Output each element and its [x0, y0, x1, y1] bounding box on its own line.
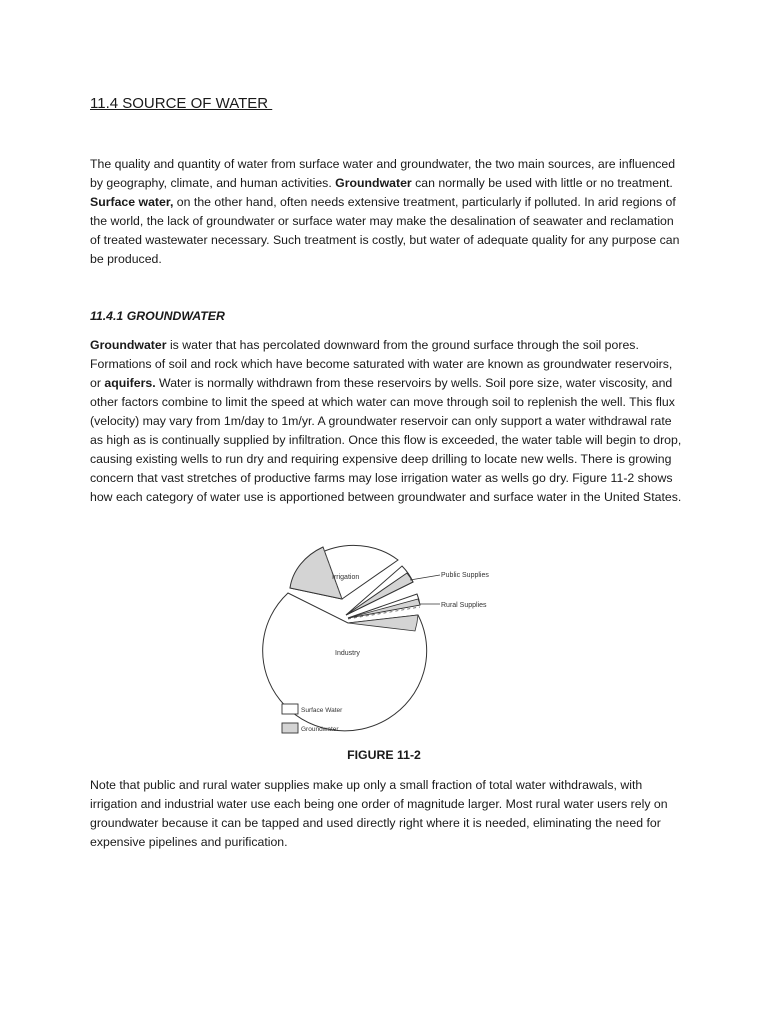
leader-public-supplies: [410, 575, 440, 580]
label-public-supplies: Public Supplies: [441, 572, 489, 579]
text-run: is water that has percolated downward from the ground surface through the soil pores. Formations of soil and rock which have become saturated with water are known as groundwater reservoirs, or: [90, 338, 673, 390]
text-run: can normally be used with little or no treatment.: [411, 176, 673, 190]
bold-term-groundwater: Groundwater: [90, 338, 167, 352]
legend-label-surface-water: Surface Water: [301, 707, 343, 714]
text-run: on the other hand, often needs extensive treatment, particularly if polluted. In arid regions of the world, the lack of groundwater or surface water may make the desalination of seawater and reclamation of treated wastewater necessary. Such treatment is costly, but water of adequate quality for any purpose can be produced.: [90, 195, 680, 266]
bold-term-aquifers: aquifers.: [104, 376, 156, 390]
legend-swatch-surface-water: [282, 704, 298, 714]
label-rural-supplies: Rural Supplies: [441, 602, 487, 609]
bold-term-groundwater: Groundwater: [335, 176, 412, 190]
legend-swatch-groundwater: [282, 723, 298, 733]
text-run: Water is normally withdrawn from these reservoirs by wells. Soil pore size, water viscosity, and other factors combine to limit the speed at which water can move through soil to replenish the well. This flux (velocity) may vary from 1m/day to 1m/yr. A groundwater reservoir can only support a water withdrawal rate as high as is continually supplied by infiltration. Once this flow is exceeded, the water table will begin to drop, causing existing wells to run dry and requiring expensive deep drilling to locate new wells. There is growing concern that vast stretches of productive farms may lose irrigation water as wells go dry. Figure 11-2 shows how each category of water use is apportioned between groundwater and surface water in the United States.: [90, 376, 682, 504]
figure-pie-diagram: [260, 535, 520, 740]
legend-label-groundwater: Groundwater: [301, 726, 339, 733]
section-heading: 11.4 SOURCE OF WATER: [90, 95, 273, 112]
figure-caption: FIGURE 11-2: [347, 748, 421, 762]
subsection-heading: 11.4.1 GROUNDWATER: [90, 309, 225, 323]
groundwater-paragraph: [90, 336, 682, 507]
label-irrigation: Irrigation: [332, 574, 360, 581]
label-industry: Industry: [335, 650, 360, 657]
intro-paragraph: [90, 155, 682, 269]
text-run: The quality and quantity of water from surface water and groundwater, the two main sources, are influenced by geography, climate, and human activities.: [90, 157, 676, 190]
bold-term-surface-water: Surface water,: [90, 195, 174, 209]
note-paragraph: Note that public and rural water supplies make up only a small fraction of total water withdrawals, with irrigation and industrial water use each being one order of magnitude larger. Most rural water users rely on groundwater because it can be tapped and used directly right where it is needed, eliminating the need for expensive pipelines and purification.: [90, 778, 668, 849]
